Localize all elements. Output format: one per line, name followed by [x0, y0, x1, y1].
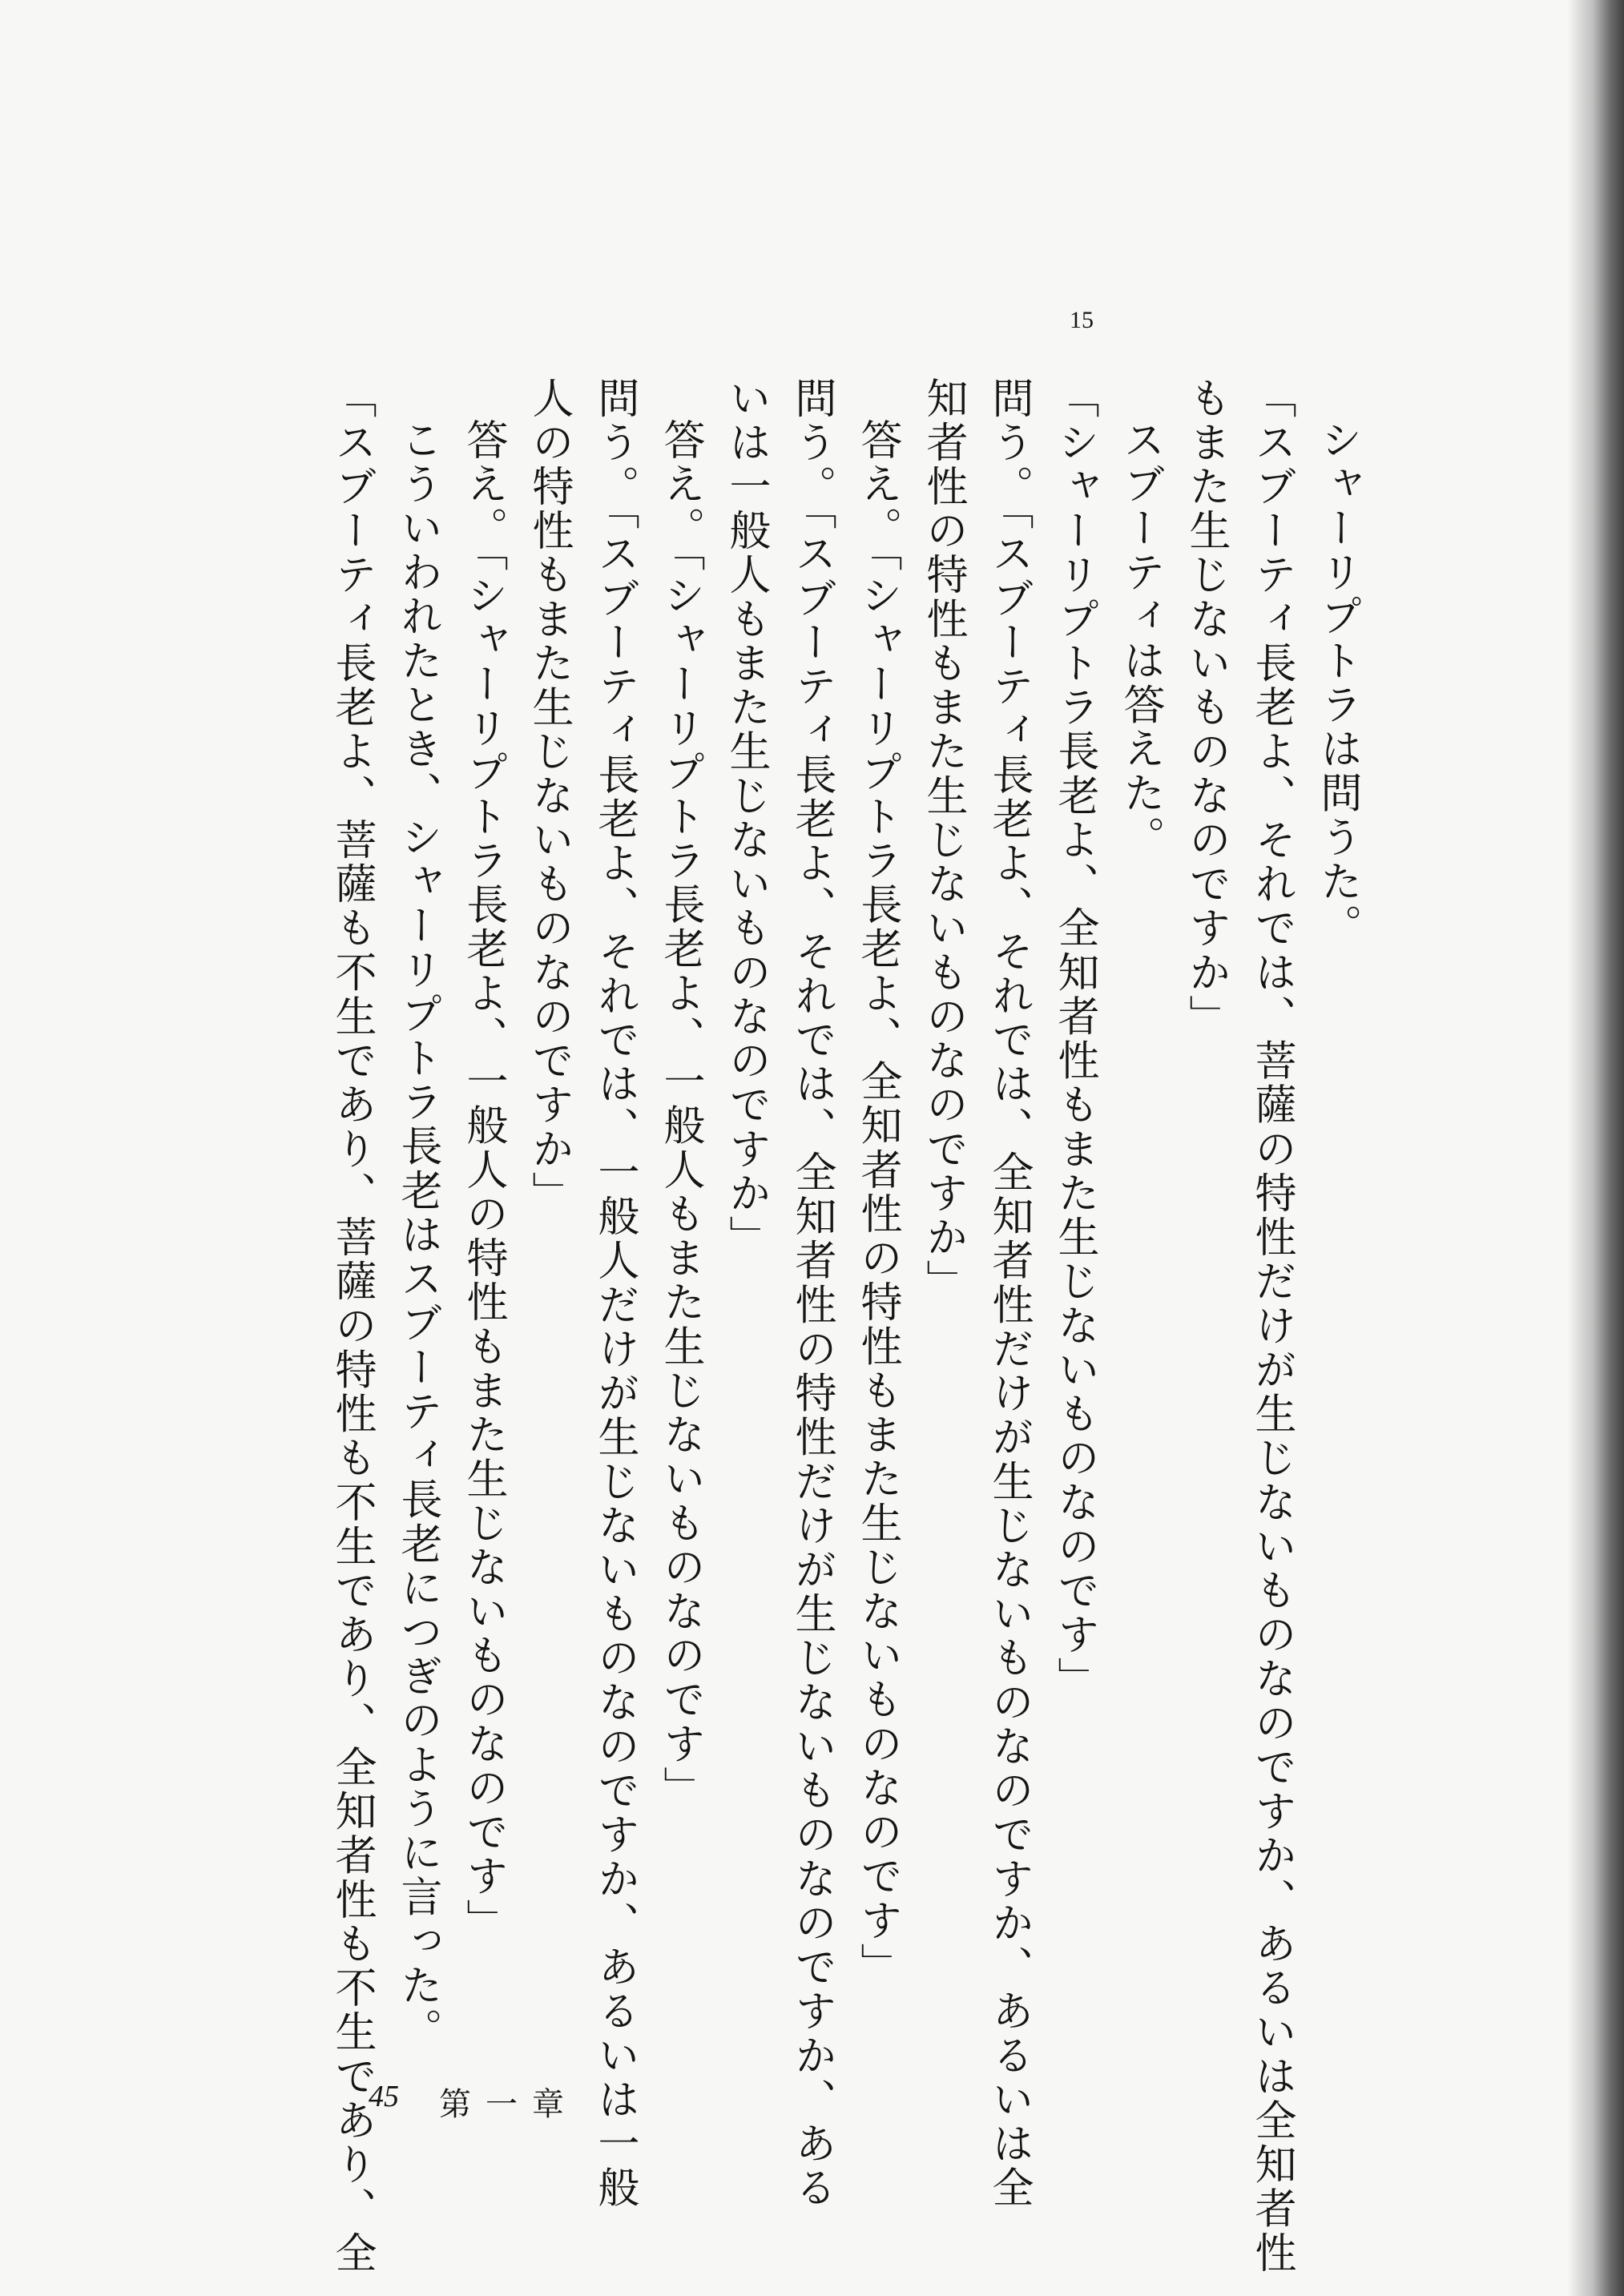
- text-line: いは一般人もまた生じないものなのですか」: [722, 377, 770, 1260]
- text-line: 答え。「シャーリプトラ長老よ、一般人の特性もまた生じないものなのです」: [459, 418, 507, 1944]
- page-edge-shadow: [1568, 0, 1624, 2296]
- text-line: 知者性の特性もまた生じないものなのですか」: [919, 377, 967, 1304]
- margin-note: 15: [1070, 307, 1094, 333]
- text-line: 答え。「シャーリプトラ長老よ、全知者性の特性もまた生じないものなのです」: [853, 418, 901, 1988]
- chapter-label: 第一章: [439, 2086, 578, 2123]
- page-number: 45: [369, 2080, 399, 2113]
- text-line: 「スブーティ長老よ、菩薩も不生であり、菩薩の特性も不生であり、全知者性も不生であり、全: [328, 377, 376, 2276]
- text-line: もまた生じないものなのですか」: [1182, 377, 1230, 1039]
- text-line: シャーリプトラは問うた。: [1313, 418, 1361, 949]
- text-line: 人の特性もまた生じないものなのですか」: [525, 377, 573, 1216]
- page-footer: [369, 2079, 625, 2123]
- text-line: 答え。「シャーリプトラ長老よ、一般人もまた生じないものなのです」: [656, 418, 704, 1811]
- text-line: 問う。「スブーティ長老よ、それでは、全知者性の特性だけが生じないものなのですか、ある: [788, 377, 836, 2211]
- text-line: 「シャーリプトラ長老よ、全知者性もまた生じないものなのです」: [1050, 377, 1098, 1702]
- text-line: 問う。「スブーティ長老よ、それでは、一般人だけが生じないものなのですか、あるいは一般: [590, 377, 639, 2211]
- text-line: こういわれたとき、シャーリプトラ長老はスブーティ長老につぎのように言った。: [393, 418, 441, 2052]
- text-line: 問う。「スブーティ長老よ、それでは、全知者性だけが生じないものなのですか、あるいは全: [985, 377, 1033, 2211]
- text-line: スブーティは答えた。: [1116, 418, 1164, 860]
- text-line: 「スブーティ長老よ、それでは、菩薩の特性だけが生じないものなのですか、あるいは全知者性: [1247, 377, 1296, 2276]
